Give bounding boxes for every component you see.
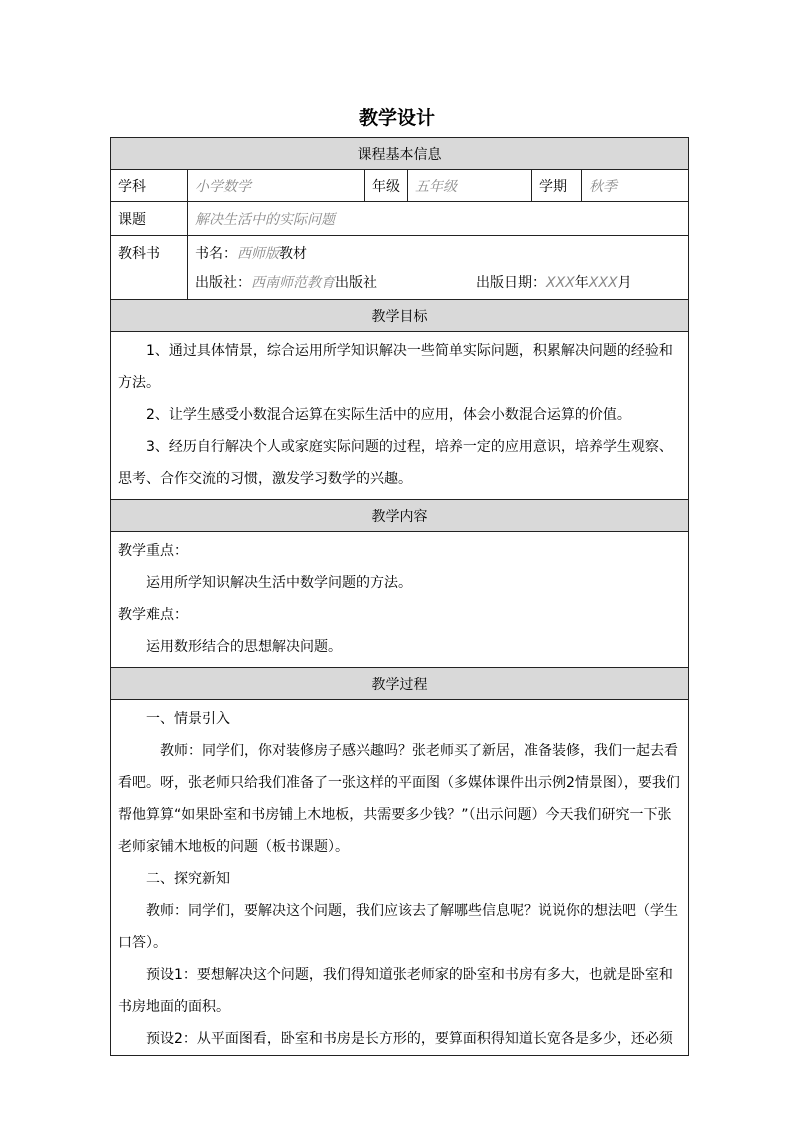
publisher-prefix: 出版社：	[195, 274, 251, 291]
difficulty-label: 教学难点：	[118, 607, 188, 623]
process-paragraph: 预设2：从平面图看，卧室和书房是长方形的，要算面积得知道长宽各是多少，还必须	[146, 1031, 673, 1047]
section-header-goals: 教学目标	[111, 300, 689, 332]
section-header-basic-info: 课程基本信息	[111, 138, 689, 170]
goal-item: 2、让学生感受小数混合运算在实际生活中的应用，体会小数混合运算的价值。	[146, 407, 631, 423]
date-month-suffix: 月	[617, 274, 632, 291]
document-title: 教学设计	[358, 107, 435, 129]
book-name-suffix: 教材	[279, 245, 307, 262]
date-year-value: XXX	[546, 274, 575, 291]
goal-item: 3、经历自行解决个人或家庭实际问题的过程，培养一定的应用意识，培养学生观察、思考、合作交流的习惯，激发学习数学的兴趣。	[118, 439, 673, 487]
goals-body	[111, 332, 689, 500]
topic-label: 课题	[111, 202, 188, 236]
process-body	[111, 700, 689, 1056]
process-step-title: 二、探究新知	[146, 871, 230, 887]
subject-label: 学科	[111, 170, 188, 202]
book-name-line	[188, 237, 688, 267]
date-year-suffix: 年	[574, 274, 589, 291]
publisher-suffix: 出版社	[335, 274, 377, 291]
date-prefix: 出版日期：	[476, 274, 546, 291]
process-paragraph: 教师：同学们，你对装修房子感兴趣吗？张老师买了新居，准备装修，我们一起去看看吧。呀，张老师只给我们准备了一张这样的平面图（多媒体课件出示例2情景图），要我们帮他算算“如果卧室和书房铺上木地板，共需要多少钱？”（出示问题）今天我们研究一下张老师家铺木地板的问题（板书课题）。	[118, 743, 680, 855]
key-point-text: 运用所学知识解决生活中数学问题的方法。	[146, 575, 412, 591]
topic-value: 解决生活中的实际问题	[188, 202, 689, 236]
grade-value: 五年级	[408, 170, 532, 202]
term-label: 学期	[532, 170, 582, 202]
grade-label: 年级	[365, 170, 408, 202]
textbook-info	[188, 236, 689, 300]
difficulty-text: 运用数形结合的思想解决问题。	[146, 639, 342, 655]
lesson-plan-table	[110, 137, 688, 1056]
date-month-value: XXX	[588, 274, 618, 291]
key-point-label: 教学重点：	[118, 543, 188, 559]
process-paragraph: 教师：同学们，要解决这个问题，我们应该去了解哪些信息呢？说说你的想法吧（学生口答）。	[118, 903, 678, 951]
content-body	[111, 532, 689, 668]
book-name-prefix: 书名：	[195, 245, 237, 262]
goal-item: 1、通过具体情景，综合运用所学知识解决一些简单实际问题，积累解决问题的经验和方法。	[118, 343, 673, 391]
subject-value: 小学数学	[188, 170, 365, 202]
textbook-label: 教科书	[111, 236, 188, 300]
process-paragraph: 预设1：要想解决这个问题，我们得知道张老师家的卧室和书房有多大，也就是卧室和书房地面的面积。	[118, 967, 673, 1015]
term-value: 秋季	[582, 170, 689, 202]
section-header-process: 教学过程	[111, 668, 689, 700]
section-header-content: 教学内容	[111, 500, 689, 532]
publisher-line	[188, 267, 688, 299]
publisher-value: 西南师范教育	[251, 274, 335, 291]
publish-date	[476, 267, 632, 299]
book-name-value: 西师版	[237, 245, 279, 262]
process-step-title: 一、情景引入	[146, 711, 230, 727]
